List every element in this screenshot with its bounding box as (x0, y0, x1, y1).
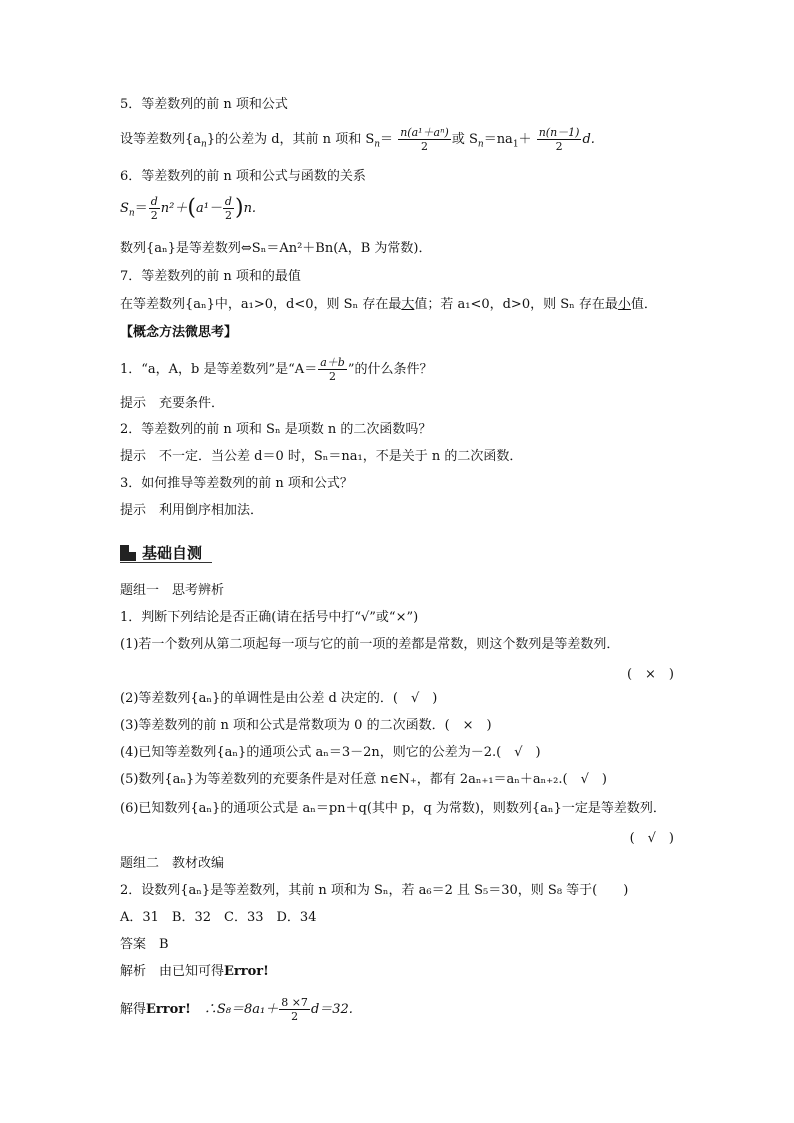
concept-q2: 2．等差数列的前 n 项和 Sₙ 是项数 n 的二次函数吗？ (120, 422, 432, 437)
s5-heading: 5．等差数列的前 n 项和公式 (120, 97, 288, 112)
concept-a3: 提示 利用倒序相加法． (120, 503, 264, 518)
s7-blank-min: 小 (617, 297, 631, 312)
s5-f-mid: }的公差为 d，其前 n 项和 S (206, 132, 375, 147)
group2-question: 2．设数列{aₙ}是等差数列，其前 n 项和为 Sₙ，若 a₆＝2 且 S₅＝30，则 S₈ 等于( ) (120, 883, 629, 898)
group1-item-3: (3)等差数列的前 n 项和公式是常数项为 0 的二次函数．( × ) (120, 718, 492, 733)
group2-answer: 答案 B (120, 937, 169, 952)
s5-fraction-1: $\frac{\text{n(a¹＋aⁿ)}}{2}$ (400, 126, 449, 153)
s5-f-plus: ＋ (518, 132, 532, 147)
section-square-icon (120, 545, 136, 561)
group2-solution-fraction: $\frac{8 \times 7}{2}$ (281, 996, 308, 1023)
s7-text: 在等差数列{aₙ}中，a₁>0，d<0，则 Sₙ 存在最大值；若 a₁<0，d>0，则 Sₙ 存在最小值． (120, 297, 657, 312)
concept-a2: 提示 不一定．当公差 d＝0 时，Sₙ＝na₁，不是关于 n 的二次函数． (120, 449, 523, 464)
group2-label: 题组二 教材改编 (120, 856, 225, 871)
s7-heading: 7．等差数列的前 n 项和的最值 (120, 269, 301, 284)
concept-q1-fraction: $\frac{a+b}{2}$ (320, 356, 345, 383)
s6-f-a: a¹－ (195, 201, 222, 216)
s6-fraction-2: $\frac{d}{2}$ (224, 195, 232, 222)
group2-explanation: 解析 由已知可得Error! (120, 964, 269, 979)
group1-label: 题组一 思考辨析 (120, 583, 225, 598)
error-text-1: Error! (224, 964, 269, 979)
s5-f-pre: 设等差数列{a (120, 132, 202, 147)
group1-item-6-mark: ( √ ) (629, 831, 674, 846)
s5-f-eq: ＝ (380, 132, 394, 147)
s6-f-eq: ＝ (134, 201, 148, 216)
group2-solution: 解得Error! ∴S₈＝8a₁＋ $\frac{8 \times 7}{2}$ d＝32. (120, 996, 353, 1023)
s5-fraction-2: $\frac{n(n-1)}{2}$ (538, 126, 580, 153)
group1-item-4: (4)已知等差数列{aₙ}的通项公式 aₙ＝3－2n，则它的公差为－2.( √ ) (120, 745, 541, 760)
s7-blank-max: 大 (401, 297, 415, 312)
group1-item-1: (1)若一个数列从第二项起每一项与它的前一项的差都是常数，则这个数列是等差数列． (120, 637, 620, 652)
s6-f-mid: n²＋ (160, 201, 188, 216)
error-text-2: Error! (146, 1002, 191, 1017)
group1-item-1-mark: ( × ) (626, 667, 674, 682)
group1-item-5: (5)数列{aₙ}为等差数列的充要条件是对任意 n∈N₊，都有 2aₙ₊₁＝aₙ＋aₙ₊₂.( √ ) (120, 772, 607, 787)
s6-fraction-1: $\frac{d}{2}$ (150, 195, 158, 222)
group1-item-2: (2)等差数列{aₙ}的单调性是由公差 d 决定的．( √ ) (120, 691, 438, 706)
s5-f-eq2: ＝na (483, 132, 513, 147)
s5-f-end: d. (582, 132, 595, 147)
s6-formula: $S_n=$ $\frac{d}{2}$ n²＋(a¹－ $\frac{d}{2}$ )n. (120, 195, 257, 222)
section-title: 基础自测 (142, 544, 203, 562)
s5-formula: 设等差数列$\{a_n\}$的公差为 d，其前 n 项和 $S_n=$ $\frac{\text{n(a¹＋aⁿ)}}{2}$ 或 $S_n=na_1+$ $\frac{n(n-1)}{2}$ d. (120, 126, 595, 153)
concept-q3: 3．如何推导等差数列的前 n 项和公式？ (120, 476, 353, 491)
concept-a1: 提示 充要条件． (120, 396, 225, 411)
concept-q1: 1．“a，A，b 是等差数列”是“A＝ $\frac{a+b}{2}$ ”的什么条件？ (120, 356, 433, 383)
section-underline (120, 562, 212, 563)
section-header (120, 542, 202, 563)
s6-f-pre: S (120, 201, 129, 216)
s6-f-end: n. (243, 201, 257, 216)
s6-heading: 6．等差数列的前 n 项和公式与函数的关系 (120, 169, 366, 184)
s5-f-or: 或 S (451, 132, 478, 147)
s6-line2: 数列{aₙ}是等差数列⇔Sₙ＝An²＋Bn(A，B 为常数)． (120, 241, 432, 256)
concept-label: 【概念方法微思考】 (120, 325, 238, 340)
group2-options: A．31 B．32 C．33 D．34 (120, 910, 317, 925)
group1-item-6: (6)已知数列{aₙ}的通项公式是 aₙ＝pn＋q(其中 p，q 为常数)，则数列{aₙ}一定是等差数列． (120, 801, 666, 816)
group1-question: 1．判断下列结论是否正确(请在括号中打“√”或“×”) (120, 610, 419, 625)
